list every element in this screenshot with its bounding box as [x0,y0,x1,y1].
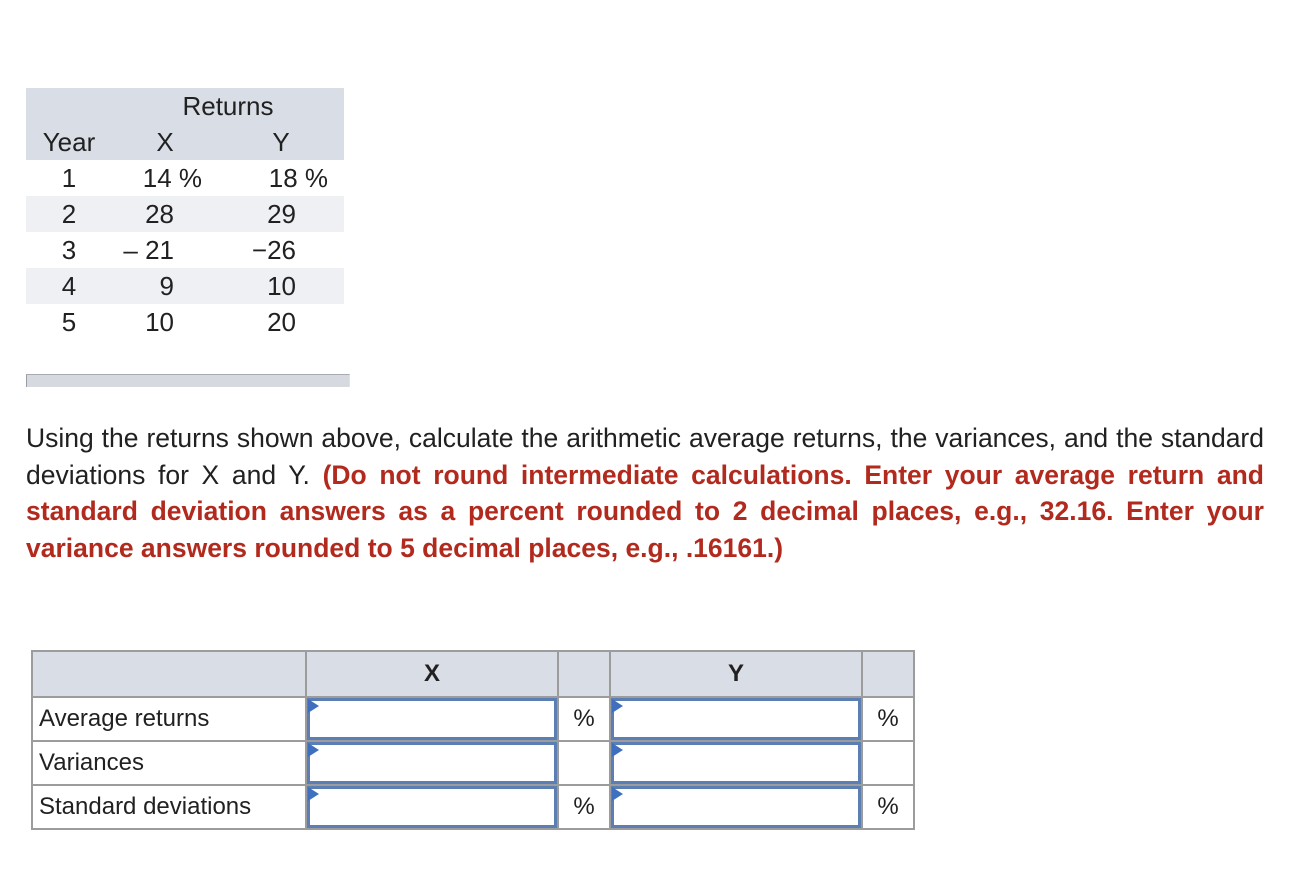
answer-table [31,650,915,830]
returns-data-table [26,88,344,387]
answer-row-standard-deviations [32,785,914,829]
answer-row-average-returns [32,697,914,741]
variance-x-input[interactable] [307,742,557,784]
year-cell: 5 [61,307,77,337]
y-input-cell [610,741,862,785]
x-input-cell [306,741,558,785]
table-spacer-row [26,340,344,372]
unit-blank [862,741,914,785]
returns-column-header-row [26,124,344,160]
y-input-cell [610,697,862,741]
question-body: Using the returns shown above, calculate the arithmetic average returns, the variances, and the standard deviations for X and Y. [26,423,1264,490]
unit-percent: % [862,697,914,741]
returns-group-header-row [26,88,344,124]
x-input-cell [306,697,558,741]
answer-header-blank [32,651,306,697]
year-cell: 2 [61,199,77,229]
y-input-cell [610,785,862,829]
y-return-cell: −26 [251,235,296,265]
unit-percent: % [558,697,610,741]
variance-y-input[interactable] [611,742,861,784]
returns-table [26,88,344,372]
header-blank [26,88,112,124]
average-return-x-input[interactable] [307,698,557,740]
y-return-cell: 29 [267,199,296,229]
returns-group-header: Returns [182,91,274,121]
year-cell: 1 [61,163,77,193]
table-row [26,196,344,232]
unit-percent: % [862,785,914,829]
header-y: Y [272,127,290,157]
table-row [26,304,344,340]
y-return-cell: 20 [267,307,296,337]
year-cell: 3 [61,235,77,265]
header-year: Year [42,127,96,157]
answer-header-y: Y [610,651,862,697]
question-instructions: (Do not round intermediate calculations. Enter your average return and standard deviation answers as a percent rounded to 2 decimal places, e.g., 32.16. Enter your variance answers rounded to 5 decimal places, e.g., .16161.) [26,459,1264,563]
unit-percent: % [558,785,610,829]
row-label: Variances [32,741,306,785]
year-cell: 4 [61,271,77,301]
std-deviation-y-input[interactable] [611,786,861,828]
header-x: X [156,127,174,157]
std-deviation-x-input[interactable] [307,786,557,828]
unit-blank [558,741,610,785]
x-input-cell [306,785,558,829]
table-row [26,160,344,196]
row-label: Standard deviations [32,785,306,829]
answer-header-row [32,651,914,697]
y-return-cell: 10 [267,271,296,301]
question-text [26,420,1264,566]
answer-header-x: X [306,651,558,697]
table-footer-bar [26,374,350,387]
x-return-cell: 28 [145,199,174,229]
x-return-cell: 9 [159,271,174,301]
table-row [26,232,344,268]
answer-row-variances [32,741,914,785]
average-return-y-input[interactable] [611,698,861,740]
x-return-cell: 14 % [142,163,202,193]
table-row [26,268,344,304]
x-return-cell: – 21 [123,235,174,265]
y-return-cell: 18 % [268,163,328,193]
x-return-cell: 10 [145,307,174,337]
row-label: Average returns [32,697,306,741]
answer-header-x-unit [558,651,610,697]
answer-header-y-unit [862,651,914,697]
